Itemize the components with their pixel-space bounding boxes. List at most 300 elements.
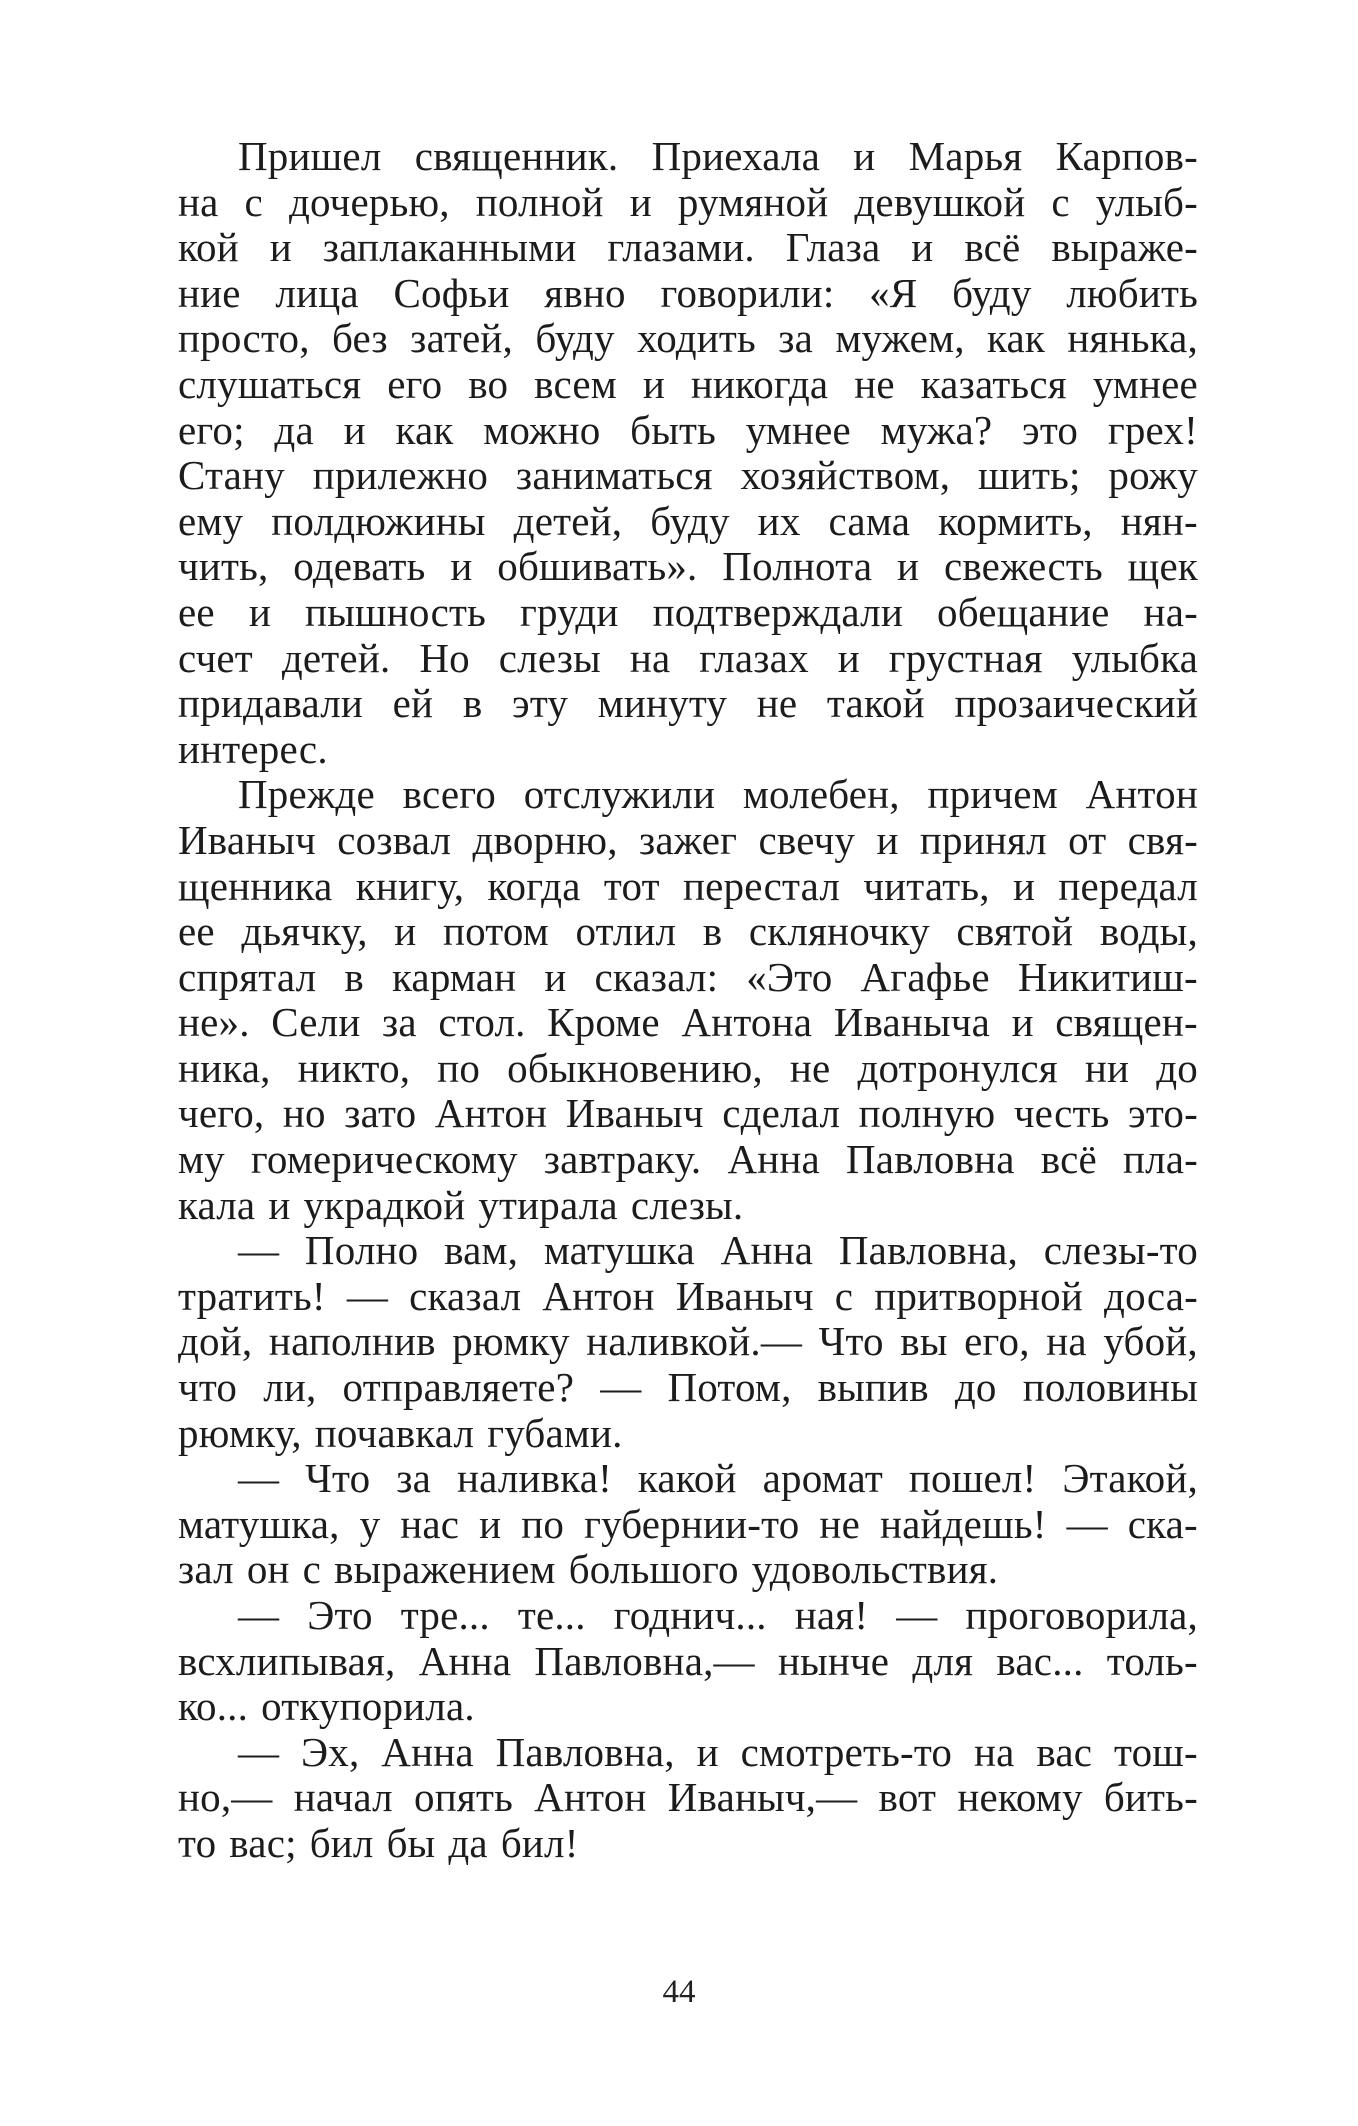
text-line [178, 1137, 1198, 1183]
word: Иваныч [565, 1090, 704, 1137]
word: дочерью, [288, 178, 450, 225]
word: священ- [1055, 999, 1198, 1046]
word: годнич... [613, 1592, 767, 1638]
word: стол. [438, 999, 526, 1046]
word: и [248, 588, 271, 635]
word: да [448, 1819, 488, 1866]
word: интерес. [178, 725, 328, 772]
text-line [178, 955, 1198, 1001]
word: матушка [543, 1227, 695, 1274]
book-page-text [178, 134, 1198, 1867]
word: прилежно [312, 452, 489, 499]
word: начал [293, 1774, 393, 1821]
word: Прежде [238, 771, 375, 818]
text-line [178, 271, 1198, 317]
word: полную [858, 1090, 996, 1137]
word: свя- [1127, 816, 1198, 863]
word: и [696, 1728, 719, 1775]
word: просто, [178, 315, 310, 362]
word: за [396, 1455, 431, 1502]
word: у [359, 1500, 381, 1547]
word: те... [517, 1592, 586, 1638]
word: Агафье [860, 953, 990, 1000]
text-line [178, 1639, 1198, 1685]
word: ника, [178, 1044, 271, 1091]
word: — [896, 1592, 938, 1638]
word: Что [818, 1318, 884, 1365]
word: слезы [498, 634, 601, 681]
word: толь- [1106, 1637, 1198, 1684]
word: когда [487, 862, 581, 909]
word: никто, [297, 1044, 411, 1091]
word: молебен, [742, 771, 900, 818]
text-line [178, 1411, 1198, 1457]
word: и [1012, 862, 1036, 909]
word: созвал [337, 816, 452, 863]
word: зато [344, 1090, 417, 1137]
text-line [178, 681, 1198, 727]
word: и [544, 953, 567, 1000]
word: не [854, 360, 895, 407]
word: свежесть [943, 543, 1103, 590]
word: щенника [178, 862, 333, 909]
word: Кроме [547, 999, 660, 1046]
word: всё [1040, 1136, 1097, 1183]
text-line [178, 1502, 1198, 1548]
word: Антон [534, 1774, 647, 1821]
word: ли, [263, 1364, 317, 1411]
word: вас; [229, 1819, 297, 1866]
word: умнее [1092, 360, 1198, 407]
word: некому [957, 1774, 1083, 1821]
word: — [600, 1364, 642, 1411]
word: за [382, 999, 417, 1046]
word: девушкой [854, 178, 1026, 225]
text-line [178, 727, 1198, 773]
word: румяной [677, 178, 829, 225]
word: и [1011, 999, 1034, 1046]
text-line [178, 1365, 1198, 1411]
word: полдюжины [271, 497, 486, 544]
word: найдешь! [879, 1500, 1047, 1547]
word: на [1046, 1318, 1087, 1365]
word: его [387, 360, 443, 407]
word: тратить! [178, 1272, 326, 1319]
word: и [837, 634, 860, 681]
word: наливка! [456, 1455, 612, 1502]
word: Павловна,— [534, 1637, 755, 1684]
word: то [178, 1819, 217, 1866]
word: Никитиш- [1017, 953, 1198, 1000]
word: честь [1013, 1090, 1110, 1137]
text-line [178, 1000, 1198, 1046]
word: наполнив [268, 1318, 436, 1365]
word: — [238, 1728, 280, 1775]
word: губами. [487, 1409, 623, 1456]
word: не [819, 1500, 860, 1547]
word: Павловна [846, 1136, 1015, 1183]
word: чить, [178, 543, 269, 590]
word: спрятал [178, 953, 317, 1000]
word: Стану [178, 452, 285, 499]
word: вам, [444, 1227, 519, 1274]
text-line [178, 499, 1198, 545]
word: груди [520, 588, 619, 635]
word: и [450, 543, 473, 590]
word: ее [178, 908, 215, 955]
word: слушаться [178, 360, 362, 407]
word: выраже- [1051, 224, 1198, 271]
word: кала [178, 1181, 256, 1228]
word: бить- [1103, 1774, 1198, 1821]
word: Анна [418, 1637, 512, 1684]
word: и [394, 908, 417, 955]
word: заниматься [515, 452, 713, 499]
word: рюмку [452, 1318, 570, 1365]
word: дотронулся [857, 1044, 1058, 1091]
word: Что [305, 1455, 371, 1502]
word: бы [386, 1819, 436, 1866]
text-line [178, 909, 1198, 955]
word: и [268, 1181, 291, 1228]
word: любить [1066, 269, 1198, 316]
word: от [1068, 816, 1107, 863]
word: Антон [1085, 771, 1198, 818]
text-line [178, 453, 1198, 499]
word: удовольствия. [751, 1546, 999, 1593]
text-line [178, 1228, 1198, 1274]
word: Антон [542, 1272, 655, 1319]
word: книгу, [355, 862, 465, 909]
word: дой, [178, 1318, 253, 1365]
word: и [343, 406, 366, 453]
word: на [178, 178, 219, 225]
word: Полнота [722, 543, 873, 590]
text-line [178, 1274, 1198, 1320]
word: с [302, 1546, 322, 1593]
word: обыкновению, [507, 1044, 763, 1091]
word: опять [414, 1774, 513, 1821]
word: доса- [1104, 1272, 1198, 1319]
word: такой [826, 680, 925, 727]
word: Это [307, 1592, 373, 1638]
word: глазах [699, 634, 809, 681]
word: «Это [746, 953, 833, 1000]
word: детей, [513, 497, 623, 544]
word: губернии-то [584, 1500, 800, 1547]
word: не [789, 1044, 831, 1091]
word: придавали [178, 680, 364, 727]
text-line [178, 408, 1198, 454]
word: перестал [683, 862, 841, 909]
word: нас [400, 1500, 460, 1547]
word: принял [919, 816, 1047, 863]
word: улыб- [1095, 178, 1198, 225]
word: зажег [638, 816, 738, 863]
word: полной [475, 178, 604, 225]
word: чего, [178, 1090, 265, 1137]
word: как [395, 406, 454, 453]
text-line [178, 1684, 1198, 1730]
word: это [1022, 406, 1079, 453]
text-line [178, 1456, 1198, 1502]
word: всем [534, 360, 617, 407]
word: убой, [1103, 1318, 1198, 1365]
word: ему [178, 497, 244, 544]
word: Павловна, [495, 1728, 675, 1775]
text-line [178, 1547, 1198, 1593]
word: улыбка [1071, 634, 1198, 681]
text-line [178, 772, 1198, 818]
text-line [178, 590, 1198, 636]
word: шить; [978, 452, 1081, 499]
word: Карпов- [1055, 133, 1198, 179]
word: притворной [874, 1272, 1083, 1319]
word: половины [1022, 1364, 1198, 1411]
word: слезы-то [1043, 1227, 1198, 1274]
word: за [778, 315, 814, 362]
word: обещание [937, 588, 1110, 635]
word: по [521, 1500, 565, 1547]
word: до [1156, 1044, 1198, 1091]
word: большого [568, 1546, 739, 1593]
word: без [332, 315, 388, 362]
word: ко... [178, 1683, 249, 1730]
word: он [246, 1546, 290, 1593]
text-line [178, 1730, 1198, 1776]
word: грех! [1107, 406, 1198, 453]
word: Потом, [667, 1364, 792, 1411]
word: кормить, [938, 497, 1093, 544]
word: слезы. [630, 1181, 744, 1228]
word: в [702, 908, 723, 955]
word: и [269, 224, 292, 271]
word: отправляете? [342, 1364, 575, 1411]
word: никогда [690, 360, 829, 407]
word: сказал [409, 1272, 522, 1319]
word: до [954, 1364, 997, 1411]
word: дьячку, [241, 908, 368, 955]
word: на- [1143, 588, 1198, 635]
word: Сели [271, 999, 361, 1046]
word: Иваныча [833, 999, 991, 1046]
word: минуту [597, 680, 728, 727]
word: грустная [888, 634, 1043, 681]
word: можно [483, 406, 601, 453]
word: матушка, [178, 1500, 340, 1547]
text-line [178, 818, 1198, 864]
word: буду [535, 315, 615, 362]
word: эту [512, 680, 569, 727]
word: нянька, [1067, 315, 1198, 362]
word: отслужили [523, 771, 716, 818]
word: аромат [762, 1455, 883, 1502]
word: с [834, 1272, 854, 1319]
word: зал [178, 1546, 234, 1593]
word: как [987, 315, 1046, 362]
text-line [178, 1319, 1198, 1365]
word: в [462, 680, 483, 727]
word: в [344, 953, 364, 1000]
word: быть [630, 406, 716, 453]
word: Антон [434, 1090, 548, 1137]
word: тре... [400, 1592, 490, 1638]
word: причем [927, 771, 1058, 818]
page-number: 44 [662, 1974, 696, 2010]
word: по [437, 1044, 481, 1091]
word: наливкой.— [586, 1318, 803, 1365]
word: но [282, 1090, 326, 1137]
word: — [238, 1227, 280, 1274]
text-line [178, 225, 1198, 271]
text-line [178, 1775, 1198, 1821]
word: лица [275, 269, 359, 316]
word: дворню, [472, 816, 618, 863]
word: бил [309, 1819, 374, 1866]
word: отлил [575, 908, 677, 955]
word: и [853, 133, 876, 179]
word: на [973, 1728, 1015, 1775]
word: прозаический [954, 680, 1198, 727]
word: Марья [908, 133, 1023, 179]
word: заплаканными [322, 224, 577, 271]
word: Анна [727, 1136, 820, 1183]
word: Полно [304, 1227, 419, 1274]
word: с [1051, 178, 1070, 225]
word: и [897, 543, 920, 590]
word: Иваныч,— [667, 1774, 858, 1821]
word: его; [178, 406, 245, 453]
word: Анна [720, 1227, 814, 1274]
word: ни [1084, 1044, 1130, 1091]
word: ска- [1127, 1500, 1198, 1547]
word: украдкой [303, 1181, 466, 1228]
word: ходить [637, 315, 756, 362]
word: сделал [722, 1090, 841, 1137]
word: явно [544, 269, 626, 316]
word: хозяйством, [740, 452, 951, 499]
word: тот [603, 862, 660, 909]
word: почавкал [314, 1409, 475, 1456]
word: гомерическому [250, 1136, 518, 1183]
word: завтраку. [543, 1136, 702, 1183]
word: Павловна, [838, 1227, 1019, 1274]
text-line [178, 1183, 1198, 1229]
word: его, [964, 1318, 1030, 1365]
word: свечу [758, 816, 856, 863]
word: передал [1058, 862, 1198, 909]
text-line [178, 864, 1198, 910]
text-line [178, 362, 1198, 408]
word: говорили: [660, 269, 835, 316]
word: мужа? [880, 406, 993, 453]
word: выражением [334, 1546, 556, 1593]
word: Пришел [238, 133, 382, 179]
word: сама [828, 497, 911, 544]
word: рожу [1108, 452, 1198, 499]
word: мужем, [835, 315, 965, 362]
word: детей. [281, 634, 391, 681]
word: вы [900, 1318, 948, 1365]
word: святой [956, 908, 1074, 955]
word: вас [1036, 1728, 1093, 1775]
word: одевать [293, 543, 426, 590]
word: ная! [794, 1592, 869, 1638]
word: тош- [1114, 1728, 1198, 1775]
word: и [642, 360, 665, 407]
word: с [244, 178, 263, 225]
word: откупорила. [261, 1683, 475, 1730]
word: Глаза [785, 224, 881, 271]
word: читать, [863, 862, 990, 909]
word: всхлипывая, [178, 1637, 396, 1684]
word: му [178, 1136, 225, 1183]
word: подтверждали [652, 588, 903, 635]
word: рюмку, [178, 1409, 302, 1456]
text-line [178, 316, 1198, 362]
word: всё [964, 224, 1021, 271]
word: кой [178, 224, 239, 271]
text-line [178, 1821, 1198, 1867]
word: Софьи [393, 269, 510, 316]
word: Но [419, 634, 470, 681]
text-line [178, 1091, 1198, 1137]
word: не». [178, 999, 250, 1046]
word: обшивать». [497, 543, 698, 590]
word: Иваныч [675, 1272, 814, 1319]
word: бил! [500, 1819, 579, 1866]
word: и [911, 224, 934, 271]
word: буду [952, 269, 1032, 316]
word: буду [650, 497, 730, 544]
text-line [178, 180, 1198, 226]
text-line [178, 1046, 1198, 1092]
word: вас... [996, 1637, 1084, 1684]
word: Антона [681, 999, 813, 1046]
word: Эх, [301, 1728, 360, 1775]
text-line [178, 544, 1198, 590]
word: скляночку [748, 908, 930, 955]
word: и [876, 816, 899, 863]
word: щек [1127, 543, 1198, 590]
word: нынче [777, 1637, 890, 1684]
text-line [178, 134, 1198, 180]
word: пышность [305, 588, 486, 635]
word: какой [637, 1455, 737, 1502]
word: выпив [817, 1364, 929, 1411]
word: ние [178, 269, 241, 316]
word: для [912, 1637, 974, 1684]
word: пошел! [908, 1455, 1037, 1502]
word: не [756, 680, 798, 727]
word: Этакой, [1062, 1455, 1198, 1502]
word: ее [178, 588, 215, 635]
word: глазами. [607, 224, 755, 271]
word: и [479, 1500, 502, 1547]
word: но,— [178, 1774, 273, 1821]
word: на [629, 634, 671, 681]
word: вот [878, 1774, 937, 1821]
word: «Я [869, 269, 918, 316]
word: их [757, 497, 801, 544]
word: проговорила, [965, 1592, 1198, 1638]
word: Приехала [651, 133, 821, 179]
word: карман [391, 953, 517, 1000]
word: — [238, 1455, 280, 1502]
word: сказал: [594, 953, 719, 1000]
word: — [346, 1272, 389, 1319]
word: и [629, 178, 652, 225]
